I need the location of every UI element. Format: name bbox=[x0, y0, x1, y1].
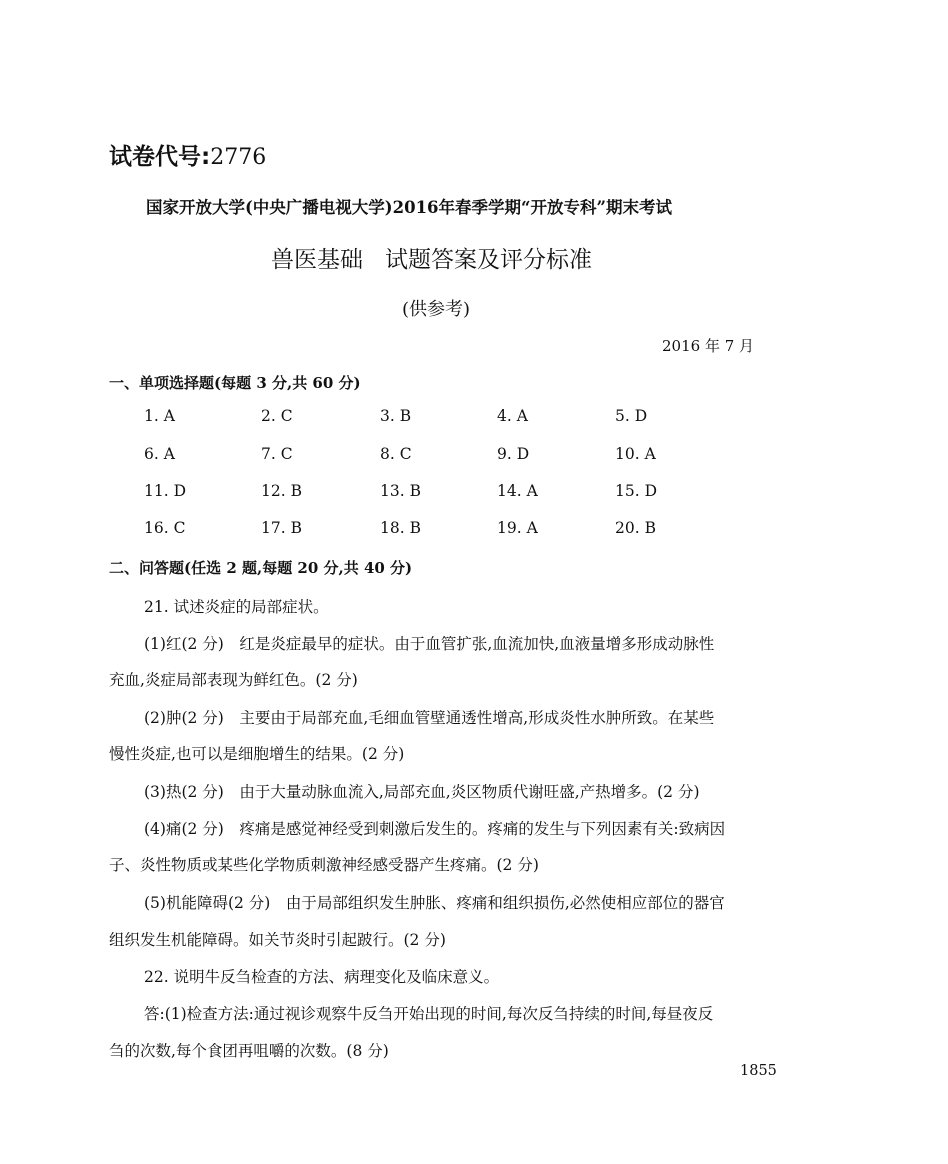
answer-11: 11. D bbox=[144, 482, 187, 500]
answer-5: 5. D bbox=[615, 407, 648, 425]
q21-point2-line2: 慢性炎症,也可以是细胞增生的结果。(2 分) bbox=[109, 745, 405, 763]
title-subtitle: 试题答案及评分标准 bbox=[385, 247, 592, 273]
question-21: 21. 试述炎症的局部症状。 bbox=[144, 598, 329, 616]
answer-15: 15. D bbox=[615, 482, 658, 500]
answer-12: 12. B bbox=[261, 482, 302, 500]
q21-point1-line1: (1)红(2 分) 红是炎症最早的症状。由于血管扩张,血流加快,血液量增多形成动脉性 bbox=[144, 635, 715, 653]
q21-point2-line1: (2)肿(2 分) 主要由于局部充血,毛细血管壁通透性增高,形成炎性水肿所致。在某些 bbox=[144, 709, 715, 727]
q21-point4-line2: 子、炎性物质或某些化学物质刺激神经感受器产生疼痛。(2 分) bbox=[109, 856, 539, 874]
answer-9: 9. D bbox=[497, 445, 530, 463]
answer-3: 3. B bbox=[380, 407, 412, 425]
exam-code bbox=[109, 138, 266, 171]
question-22: 22. 说明牛反刍检查的方法、病理变化及临床意义。 bbox=[144, 968, 500, 986]
q22-answer-line2: 刍的次数,每个食团再咀嚼的次数。(8 分) bbox=[109, 1042, 389, 1060]
exam-code-number: 2776 bbox=[210, 145, 267, 170]
answer-19: 19. A bbox=[497, 519, 538, 537]
q21-point1-line2: 充血,炎症局部表现为鲜红色。(2 分) bbox=[109, 671, 358, 689]
answer-2: 2. C bbox=[261, 407, 293, 425]
exam-header: 国家开放大学(中央广播电视大学)2016年春季学期“开放专科”期末考试 bbox=[146, 198, 673, 217]
answer-14: 14. A bbox=[497, 482, 538, 500]
reference-note: (供参考) bbox=[402, 299, 471, 320]
answer-10: 10. A bbox=[615, 445, 656, 463]
answer-18: 18. B bbox=[380, 519, 421, 537]
answer-13: 13. B bbox=[380, 482, 421, 500]
page-title bbox=[271, 241, 592, 274]
answer-8: 8. C bbox=[380, 445, 412, 463]
exam-date: 2016 年 7 月 bbox=[662, 337, 755, 355]
q21-point5-line1: (5)机能障碍(2 分) 由于局部组织发生肿胀、疼痛和组织损伤,必然使相应部位的器官 bbox=[144, 894, 725, 912]
answer-4: 4. A bbox=[497, 407, 528, 425]
q22-answer-line1: 答:(1)检查方法:通过视诊观察牛反刍开始出现的时间,每次反刍持续的时间,每昼夜反 bbox=[144, 1005, 714, 1023]
section2-heading: 二、问答题(任选 2 题,每题 20 分,共 40 分) bbox=[109, 559, 413, 577]
answer-17: 17. B bbox=[261, 519, 302, 537]
course-name: 兽医基础 bbox=[271, 247, 363, 273]
answer-6: 6. A bbox=[144, 445, 175, 463]
page-number: 1855 bbox=[740, 1063, 777, 1079]
q21-point4-line1: (4)痛(2 分) 疼痛是感觉神经受到刺激后发生的。疼痛的发生与下列因素有关:致病因 bbox=[144, 820, 726, 838]
answer-16: 16. C bbox=[144, 519, 186, 537]
answer-1: 1. A bbox=[144, 407, 175, 425]
section1-heading: 一、单项选择题(每题 3 分,共 60 分) bbox=[109, 374, 361, 392]
exam-code-label: 试卷代号: bbox=[109, 144, 211, 170]
answer-20: 20. B bbox=[615, 519, 656, 537]
q21-point3: (3)热(2 分) 由于大量动脉血流入,局部充血,炎区物质代谢旺盛,产热增多。(2 分) bbox=[144, 783, 700, 801]
answer-7: 7. C bbox=[261, 445, 293, 463]
q21-point5-line2: 组织发生机能障碍。如关节炎时引起跛行。(2 分) bbox=[109, 931, 446, 949]
